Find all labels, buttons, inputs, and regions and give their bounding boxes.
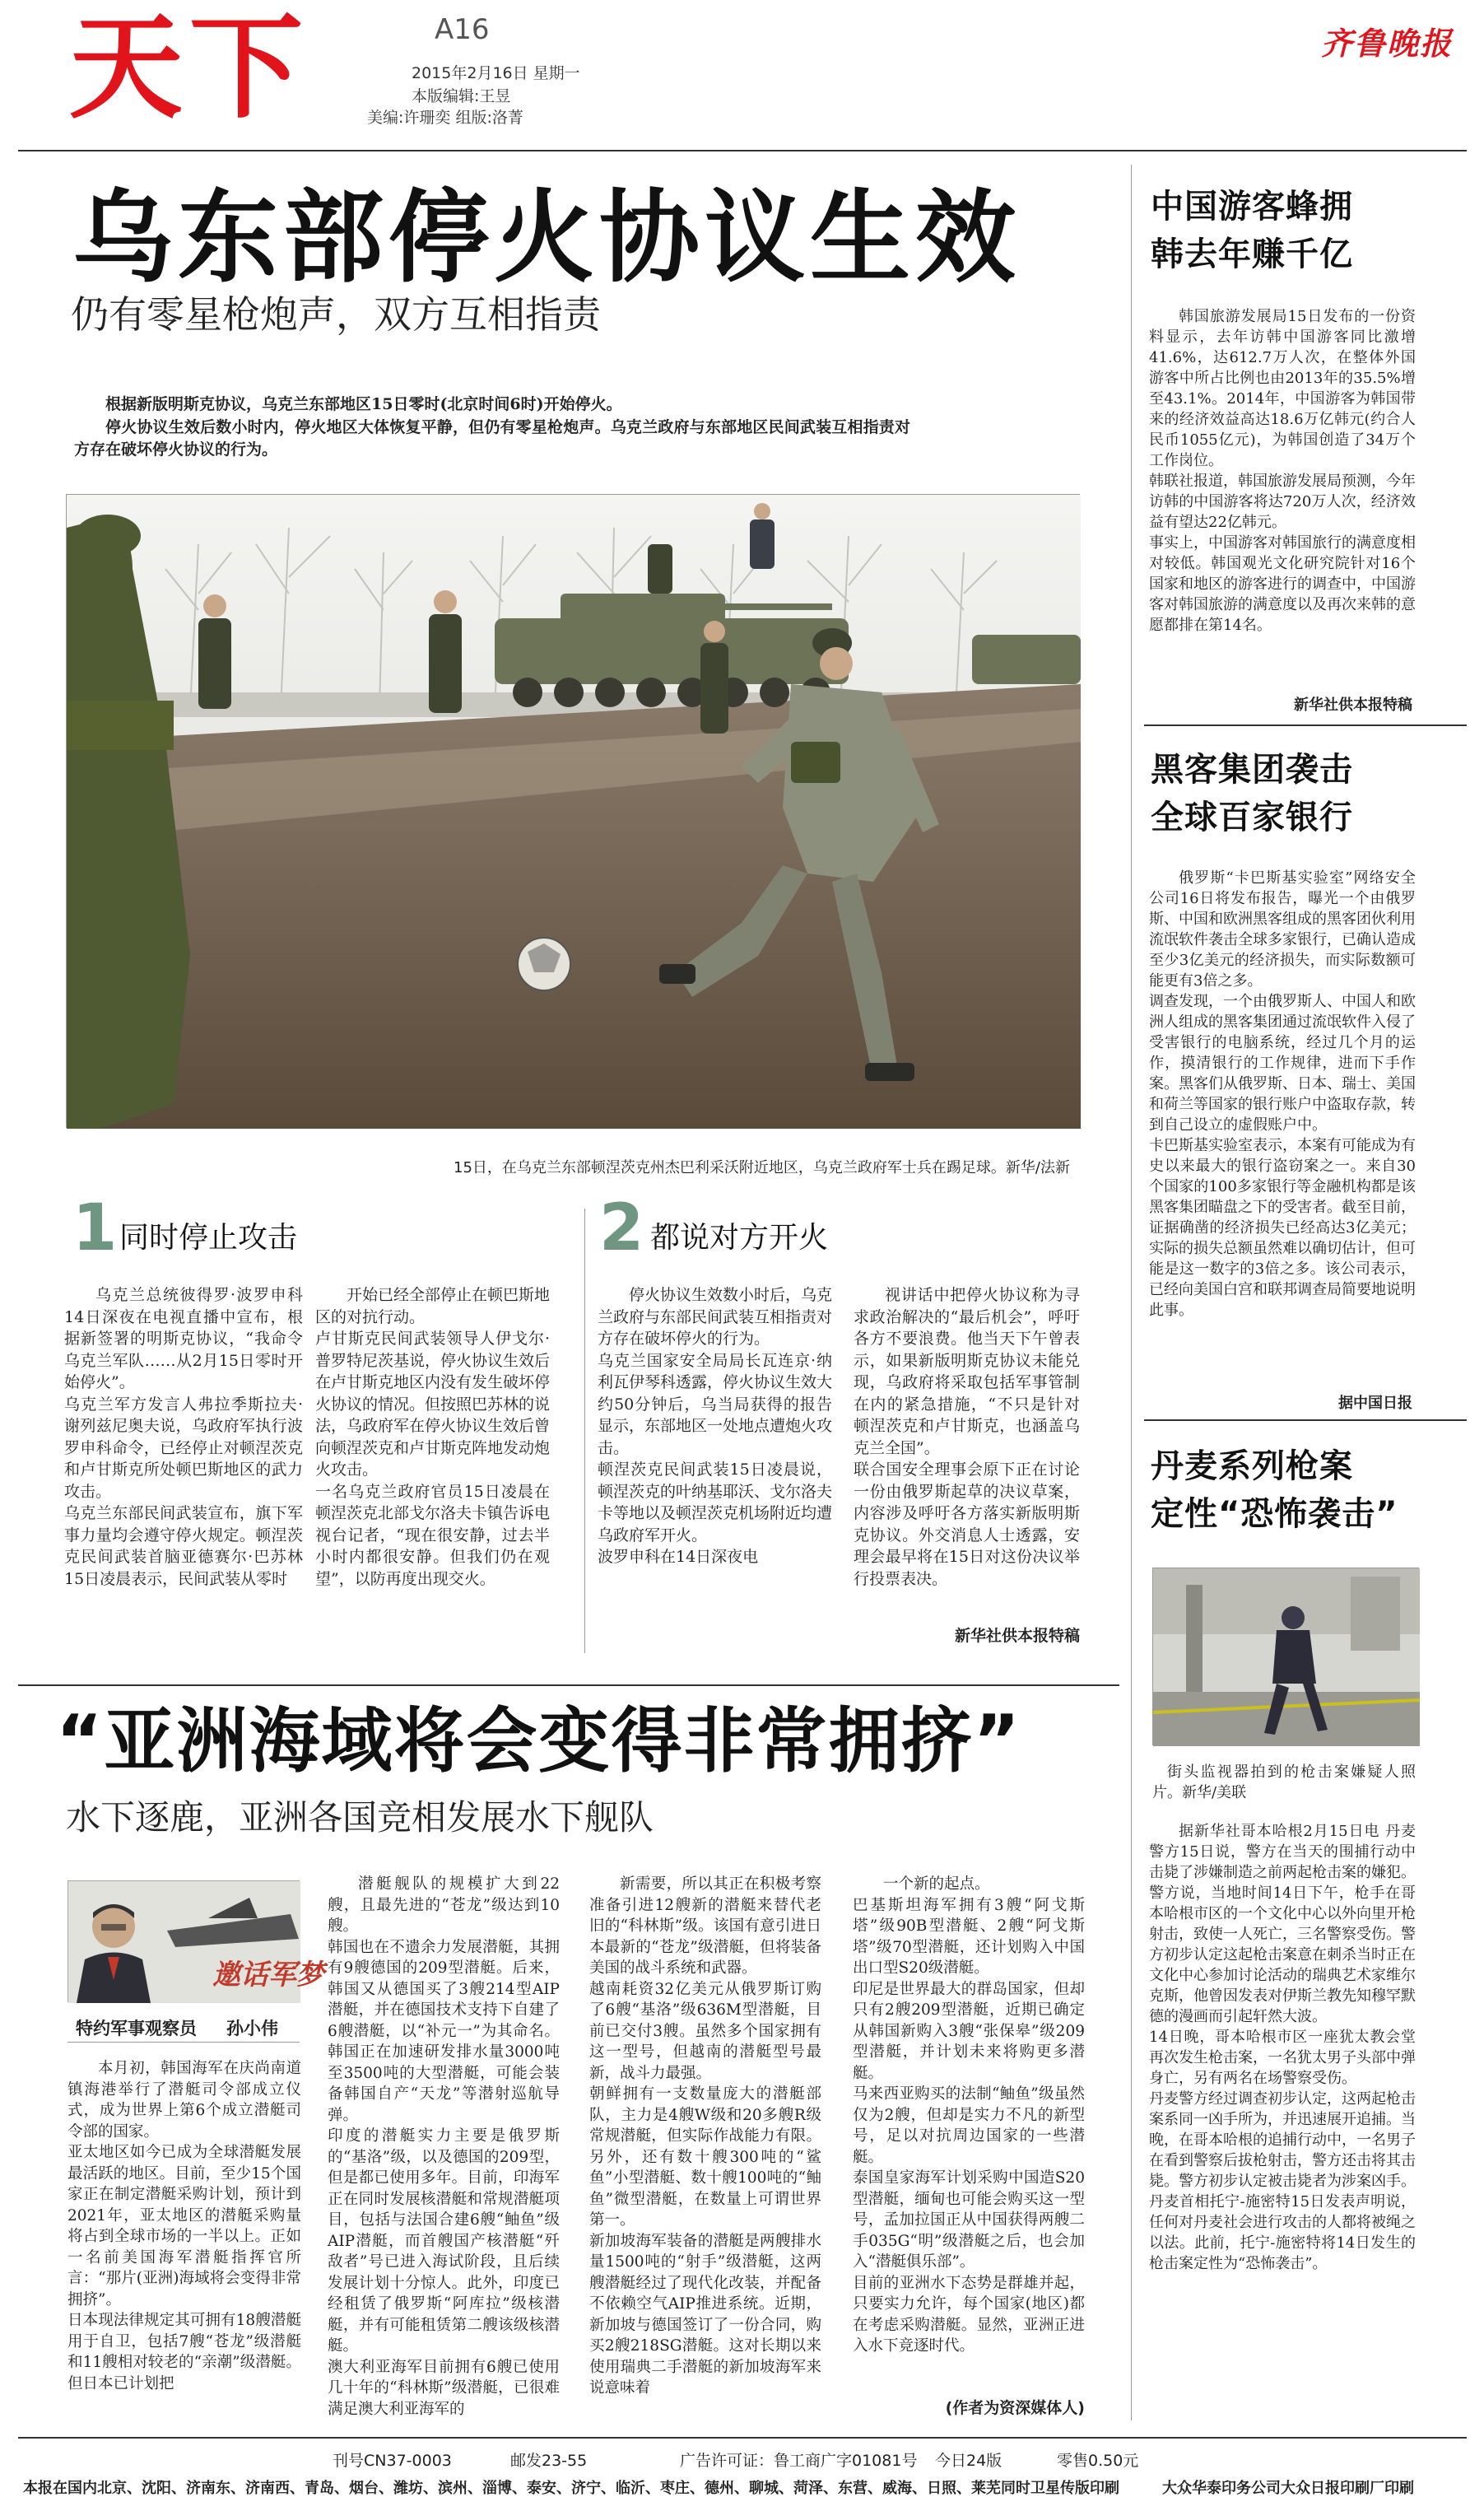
footer-issn: 刊号CN37-0003: [333, 2452, 452, 2470]
story-3-title-line-2: 定性“恐怖袭击”: [1151, 1495, 1398, 1533]
section-2-number: 2: [599, 1191, 644, 1265]
section-2-credit: 新华社供本报特稿: [954, 1627, 1080, 1645]
section-2-title: 都说对方开火: [650, 1221, 829, 1255]
section-divider: [584, 1209, 585, 1653]
lead-photo-caption: 15日，在乌克兰东部顿涅茨克州杰巴利采沃附近地区，乌克兰政府军士兵在踢足球。新华/法新: [454, 1159, 1070, 1176]
second-col-1: 本月初，韩国海军在庆尚南道镇海港举行了潜艇司令部成立仪式，成为世界上第6个成立潜艇司令部的国家。 亚太地区如今已成为全球潜艇发展最活跃的地区。目前，至少15个国家正在制定潜艇采购计划，预计到2021年，亚太地区的潜艇采购量将占到全球市场的一半以上。正如一名前美国海军潜艇指挥官所言：“那片(亚洲)海域将会变得非常拥挤”。 日本现法律规定其可拥有18艘潜艇用于自卫，包括7艘“苍龙”级潜艇和11艘相对较老的“亲潮”级潜艇。但日本已计划把: [67, 2060, 301, 2392]
sidebar-rule-1: [1144, 724, 1467, 726]
story-1-title-line-2: 韩去年赚千亿: [1151, 235, 1353, 273]
date-line: 2015年2月16日 星期一: [412, 64, 580, 82]
footer-rule: [18, 2437, 1467, 2439]
story-3-title-line-1: 丹麦系列枪案: [1151, 1447, 1353, 1485]
columnist-banner: [67, 1880, 324, 2002]
footer-price: 零售0.50元: [1057, 2452, 1139, 2470]
surveillance-photo: [1153, 1568, 1420, 1746]
second-headline: “亚洲海域将会变得非常拥挤”: [56, 1700, 1022, 1782]
masthead-rule: [18, 150, 1467, 151]
story-1-title-line-1: 中国游客蜂拥: [1151, 188, 1353, 226]
story-2-title-line-2: 全球百家银行: [1151, 799, 1353, 836]
story-2-credit: 据中国日报: [1338, 1395, 1412, 1412]
story-1-text: 韩国旅游发展局15日发布的一份资料显示，去年访韩中国游客同比激增41.6%，达612.7万人次，在整体外国游客中所占比例也由2013年的35.5%增至43.1%。2014年，中国游客为韩国带来的经济效益高达18.6万亿韩元(约合人民币1055亿元)，为韩国创造了34万个工作岗位。 韩联社报道，韩国旅游发展局预测，今年访韩的中国游客将达720万人次，经济效益有望达22亿韩元。 事实上，中国游客对韩国旅行的满意度相对较低。韩国观光文化研究院针对16个国家和地区的游客进行的调查中，中国游客对韩国旅游的满意度以及再次来韩的意愿都排在第14名。: [1149, 308, 1416, 634]
lead-intro-2: 停火协议生效后数小时内，停火地区大体恢复平静，但仍有零星枪炮声。乌克兰政府与东部地区民间武装互相指责对方存在破坏停火协议的行为。: [74, 418, 910, 459]
editor-line: 本版编辑:王昱: [412, 87, 511, 105]
story-1-credit: 新华社供本报特稿: [1294, 696, 1412, 714]
columnist-name: 孙小伟: [226, 2019, 278, 2038]
story-2-text: 俄罗斯“卡巴斯基实验室”网络安全公司16日将发布报告，曝光一个由俄罗斯、中国和欧洲黑客组成的黑客团伙利用流氓软件袭击全球多家银行，已确认造成至少3亿美元的经济损失，而实际数额可能更有3倍之多。 调查发现，一个由俄罗斯人、中国人和欧洲人组成的黑客集团通过流氓软件入侵了受害银行的电脑系统，经过几个月的运作，摸清银行的工作规律，进而下手作案。黑客们从俄罗斯、日本、瑞士、美国和荷兰等国家的银行账户中盗取存款，转到自己设立的虚假账户中。 卡巴斯基实验室表示，本案有可能成为有史以来最大的银行盗窃案之一。来自30个国家的100多家银行等金融机构都是该黑客集团瞄盘之下的受害者。截至目前，证据确凿的经济损失已经高达3亿美元；实际的损失总额虽然难以确切估计，但可能是这一数字的3倍之多。该公司表示，已经向美国白宫和联邦调查局简要地说明此事。: [1149, 869, 1416, 1319]
section-2-col-1: 停火协议生效数小时后，乌克兰政府与东部民间武装互相指责对方存在破坏停火的行为。 乌克兰国家安全局局长瓦连京·纳利瓦伊琴科透露，停火协议生效大约50分钟后，乌当局获得的报告显示，东部地区一处地点遭炮火攻击。 顿涅茨克民间武装15日凌晨说，顿涅茨克的叶纳基耶沃、戈尔洛夫卡等地以及顿涅茨克机场附近均遭乌政府军开火。 波罗申科在14日深夜电: [598, 1286, 833, 1566]
lead-headline: 乌东部停火协议生效: [72, 179, 1021, 296]
section-1-col-1: 乌克兰总统彼得罗·波罗申科14日深夜在电视直播中宣布，根据新签署的明斯克协议，“我命令乌克兰军队……从2月15日零时开始停火”。 乌克兰军方发言人弗拉季斯拉夫·谢列兹尼奥夫说，乌政府军执行波罗申科命令，已经停止对顿涅茨克和卢甘斯克所处顿巴斯地区的武力攻击。 乌克兰东部民间武装宣布，旗下军事力量均会遵守停火规定。顿涅茨克民间武装首脑亚德赛尔·巴苏林15日凌晨表示，民间武装从零时: [64, 1286, 303, 1588]
footer-ad-license: 广告许可证：鲁工商广字01081号: [680, 2452, 918, 2470]
columnist-rule: [67, 2042, 300, 2043]
footer-print-cities: 本报在国内北京、沈阳、济南东、济南西、青岛、烟台、潍坊、滨州、淄博、泰安、济宁、临沂、枣庄、德州、聊城、菏泽、东营、威海、日照、莱芜同时卫星传版印刷: [23, 2480, 1119, 2497]
second-col-2: 潜艇舰队的规模扩大到22艘，且最先进的“苍龙”级达到10艘。 韩国也在不遗余力发展潜艇，其拥有9艘德国的209型潜艇。后来，韩国又从德国买了3艘214型AIP潜艇，并在德国技术支持下自建了6艘潜艇，以“补元一”为其命名。韩国正在加速研发排水量3000吨至3500吨的大型潜艇，可能会装备韩国自产“天龙”等潜射巡航导弹。 印度的潜艇实力主要是俄罗斯的“基洛”级，以及德国的209型，但是都已使用多年。目前，印海军正在同时发展核潜艇和常规潜艇项目，包括与法国合建6艘“鲉鱼”级AIP潜艇，而首艘国产核潜艇“歼敌者”号已进入海试阶段，且后续发展计划十分惊人。此外，印度已经租赁了俄罗斯“阿库拉”级核潜艇，并有可能租赁第二艘该级核潜艇。 澳大利亚海军目前拥有6艘已使用几十年的“科林斯”级潜艇，已很难满足澳大利亚海军的: [328, 1875, 560, 2418]
sidebar-divider: [1131, 165, 1132, 2420]
paper-logo: 齐鲁晚报: [1321, 25, 1454, 62]
design-line: 美编:许珊奕 组版:洛菁: [367, 109, 523, 127]
footer-printer: 大众华泰印务公司大众日报印刷厂印刷: [1162, 2480, 1414, 2497]
section-1-col-2: 开始已经全部停止在顿巴斯地区的对抗行动。 卢甘斯克民间武装领导人伊戈尔·普罗特尼茨基说，停火协议生效后在卢甘斯克地区内没有发生破坏停火协议的情况。但按照巴苏林的说法，乌政府军在停火协议生效后曾向顿涅茨克和卢甘斯克阵地发动炮火攻击。 一名乌克兰政府官员15日凌晨在顿涅茨克北部戈尔洛夫卡镇告诉电视台记者，“现在很安静，过去半小时内都很安静。但我们仍在观望”，以防再度出现交火。: [315, 1286, 551, 1588]
page-number: A16: [435, 13, 490, 46]
story-3-text: 据新华社哥本哈根2月15日电 丹麦警方15日说，警方在当天的围捕行动中击毙了涉嫌制造之前两起枪击案的嫌犯。 警方说，当地时间14日下午，枪手在哥本哈根市区的一个文化中心以外向里开枪射击，致使一人死亡，三名警察受伤。警方初步认定这起枪击案意在刺杀当时正在文化中心参加讨论活动的瑞典艺术家维尔克斯，他曾因发表对伊斯兰教先知穆罕默德的漫画而引起轩然大波。 14日晚，哥本哈根市区一座犹太教会堂再次发生枪击案，一名犹太男子头部中弹身亡，另有两名在场警察受伤。 丹麦警方经过调查初步认定，这两起枪击案系同一凶手所为，并迅速展开追捕。当晚，在哥本哈根的追捕行动中，一名男子在看到警察后拔枪射击，警方还击将其击毙。警方初步认定被击毙者为涉案凶手。 丹麦首相托宁-施密特15日发表声明说，任何对丹麦社会进行攻击的人都将被绳之以法。此前，托宁-施密特将14日发生的枪击案定性为“恐怖袭击”。: [1149, 1823, 1416, 2272]
second-col-4: 一个新的起点。 巴基斯坦海军拥有3艘“阿戈斯塔”级90B型潜艇、2艘“阿戈斯塔”级70型潜艇，还计划购入中国出口型S20级潜艇。 印尼是世界最大的群岛国家，但却只有2艘209型潜艇，近期已确定从韩国新购入3艘“张保皋”级209型潜艇，并计划未来将购更多潜艇。 马来西亚购买的法制“鲉鱼”级虽然仅为2艘，但却是实力不凡的新型号，足以对抗周边国家的一些潜艇。 泰国皇家海军计划采购中国造S20型潜艇，缅甸也可能会购买这一型号，孟加拉国正从中国获得两艘二手035G“明”级潜艇之后，也会加入“潜艇俱乐部”。 目前的亚洲水下态势是群雄并起，只要实力允许，每个国家(地区)都在考虑采购潜艇。显然，亚洲正进入水下竞逐时代。: [853, 1875, 1085, 2355]
section-2-col-2: 视讲话中把停火协议称为寻求政治解决的“最后机会”，呼吁各方不要浪费。他当天下午曾表示，如果新版明斯克协议未能兑现，乌政府将采取包括军事管制在内的紧急措施，“不只是针对顿涅茨克和卢甘斯克，也涵盖乌克兰全国”。 联合国安全理事会原下正在讨论一份由俄罗斯起草的决议草案，内容涉及呼吁各方落实新版明斯克协议。外交消息人士透露，安理会最早将在15日对这份决议举行投票表决。: [854, 1286, 1080, 1588]
second-subhead: 水下逐鹿，亚洲各国竞相发展水下舰队: [66, 1797, 654, 1838]
columnist-label: 特约军事观察员: [76, 2019, 197, 2038]
footer-pages: 今日24版: [935, 2452, 1003, 2470]
second-col-4-credit: (作者为资深媒体人): [945, 2399, 1085, 2417]
lead-intro-1: 根据新版明斯克协议，乌克兰东部地区15日零时(北京时间6时)开始停火。: [105, 395, 622, 413]
section-1-number: 1: [72, 1191, 118, 1265]
suspect-photo-caption: 街头监视器拍到的枪击案嫌疑人照片。新华/美联: [1152, 1763, 1416, 1801]
lead-photo: [66, 494, 1080, 1128]
section-title: 天下: [69, 2, 310, 134]
story-separator: [18, 1684, 1119, 1686]
story-2-title-line-1: 黑客集团袭击: [1151, 751, 1353, 789]
footer-postal: 邮发23-55: [510, 2452, 588, 2470]
column-banner-title: 邀话军梦: [212, 1959, 324, 1992]
soldiers-football-photo: [67, 495, 1081, 1129]
suspect-photo: [1152, 1568, 1419, 1745]
section-1-title: 同时停止攻击: [119, 1221, 298, 1255]
second-col-3: 新需要，所以其正在积极考察准备引进12艘新的潜艇来替代老旧的“科林斯”级。该国有意引进日本最新的“苍龙”级潜艇，但将装备美国的战斗系统和武器。 越南耗资32亿美元从俄罗斯订购了6艘“基洛”级636M型潜艇，目前已交付3艘。虽然多个国家拥有这一型号，但越南的潜艇型号最新，战斗力最强。 朝鲜拥有一支数量庞大的潜艇部队，主力是4艘W级和20多艘R级常规潜艇，但实际作战能力有限。另外，还有数十艘300吨的“鲨鱼”小型潜艇、数十艘100吨的“鲉鱼”微型潜艇，在数量上可谓世界第一。 新加坡海军装备的潜艇是两艘排水量1500吨的“射手”级潜艇，这两艘潜艇经过了现代化改装，并配备不依赖空气AIP推进系统。近期，新加坡与德国签订了一份合同，购买2艘218SG潜艇。这对长期以来使用瑞典二手潜艇的新加坡海军来说意味着: [589, 1875, 821, 2397]
sidebar-rule-2: [1144, 1419, 1467, 1421]
lead-subhead: 仍有零星枪炮声，双方互相指责: [71, 292, 601, 337]
